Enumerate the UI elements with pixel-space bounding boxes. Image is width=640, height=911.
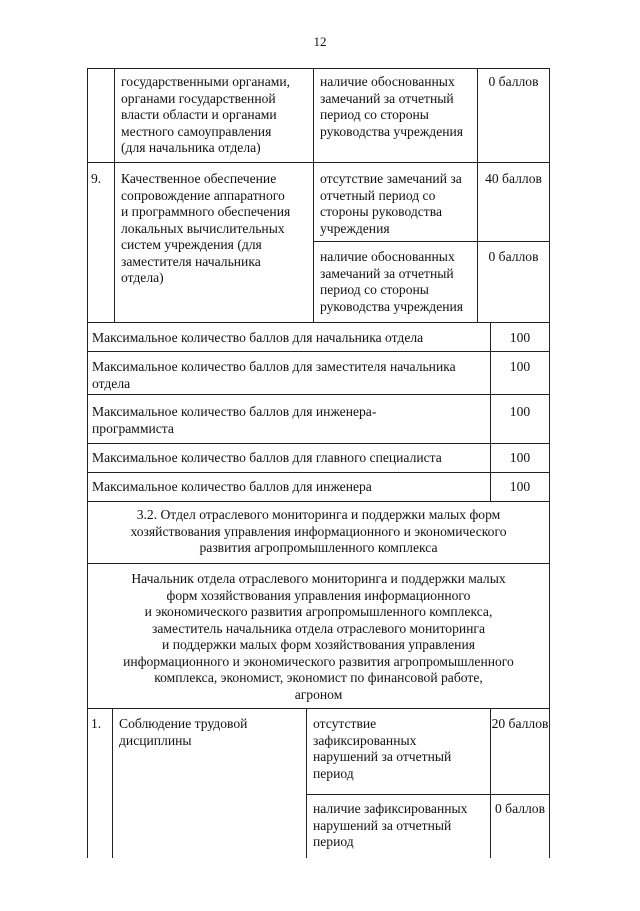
points-cell: 0 баллов xyxy=(488,249,539,264)
rule xyxy=(87,563,550,564)
max-score-label: Максимальное количество баллов для заместителя начальника отдела xyxy=(92,359,456,391)
points-cell: 0 баллов xyxy=(488,74,539,89)
condition-cell: отсутствие замечаний за отчетный период со стороны руководства учреждения xyxy=(320,171,462,236)
condition-cell: наличие обоснованных замечаний за отчетный период со стороны руководства учреждения xyxy=(320,249,464,314)
max-score-label: Максимальное количество баллов для инженера xyxy=(92,479,372,494)
rule xyxy=(87,322,550,323)
rule xyxy=(87,394,550,395)
condition-cell: наличие обоснованных замечаний за отчетный период со стороны руководства учреждения xyxy=(320,74,464,139)
rule xyxy=(87,708,550,709)
condition-cell: наличие зафиксированных нарушений за отчетный период xyxy=(313,801,468,849)
max-score-value: 100 xyxy=(509,479,531,494)
section-title: 3.2. Отдел отраслевого мониторинга и поддержки малых форм хозяйствования управления информационного и экономического развития агропромышленного комплекса xyxy=(130,507,507,555)
max-score-value: 100 xyxy=(509,359,531,374)
rule xyxy=(87,443,550,444)
points-cell: 0 баллов xyxy=(494,801,546,816)
rule xyxy=(87,472,550,473)
max-score-label: Максимальное количество баллов для начальника отдела xyxy=(92,330,424,345)
rule xyxy=(306,708,307,858)
rule xyxy=(313,241,550,242)
rule xyxy=(112,708,113,858)
criterion-cell: Качественное обеспечение сопровождение аппаратного и программного обеспечения локальных вычислительных систем учреждения (для заместителя начальника отдела) xyxy=(121,171,291,285)
criterion-cell: Соблюдение трудовой дисциплины xyxy=(119,716,248,748)
rule xyxy=(306,794,550,795)
positions-header: Начальник отдела отраслевого мониторинга и поддержки малых форм хозяйствования управления информационного и экономического развития агропромышленного комплекса, заместитель начальника отдела отраслевого мониторинга и поддержки малых форм хозяйствования управления информационного и экономического развития агропромышленного комплекса, экономист, экономист по финансовой работе, агроном xyxy=(123,571,514,702)
rule xyxy=(477,68,478,322)
criterion-cell: государственными органами, органами государственной власти области и органами местного самоуправления (для начальника отдела) xyxy=(121,74,291,155)
max-score-label: Максимальное количество баллов для главного специалиста xyxy=(92,450,442,465)
row-number: 9. xyxy=(91,171,102,186)
rule xyxy=(87,68,550,69)
max-score-value: 100 xyxy=(509,450,531,465)
condition-cell: отсутствие зафиксированных нарушений за отчетный период xyxy=(313,716,452,781)
max-score-label: Максимальное количество баллов для инженера- программиста xyxy=(92,404,377,436)
page-number: 12 xyxy=(313,34,327,49)
rule xyxy=(114,68,115,322)
row-number: 1. xyxy=(91,716,102,731)
max-score-value: 100 xyxy=(509,330,531,345)
rule xyxy=(87,162,550,163)
points-cell: 40 баллов xyxy=(485,171,542,186)
rule xyxy=(87,351,550,352)
rule xyxy=(87,68,88,858)
rule xyxy=(549,68,550,858)
rule xyxy=(87,501,550,502)
points-cell: 20 баллов xyxy=(491,716,549,731)
max-score-value: 100 xyxy=(509,404,531,419)
rule xyxy=(313,68,314,322)
